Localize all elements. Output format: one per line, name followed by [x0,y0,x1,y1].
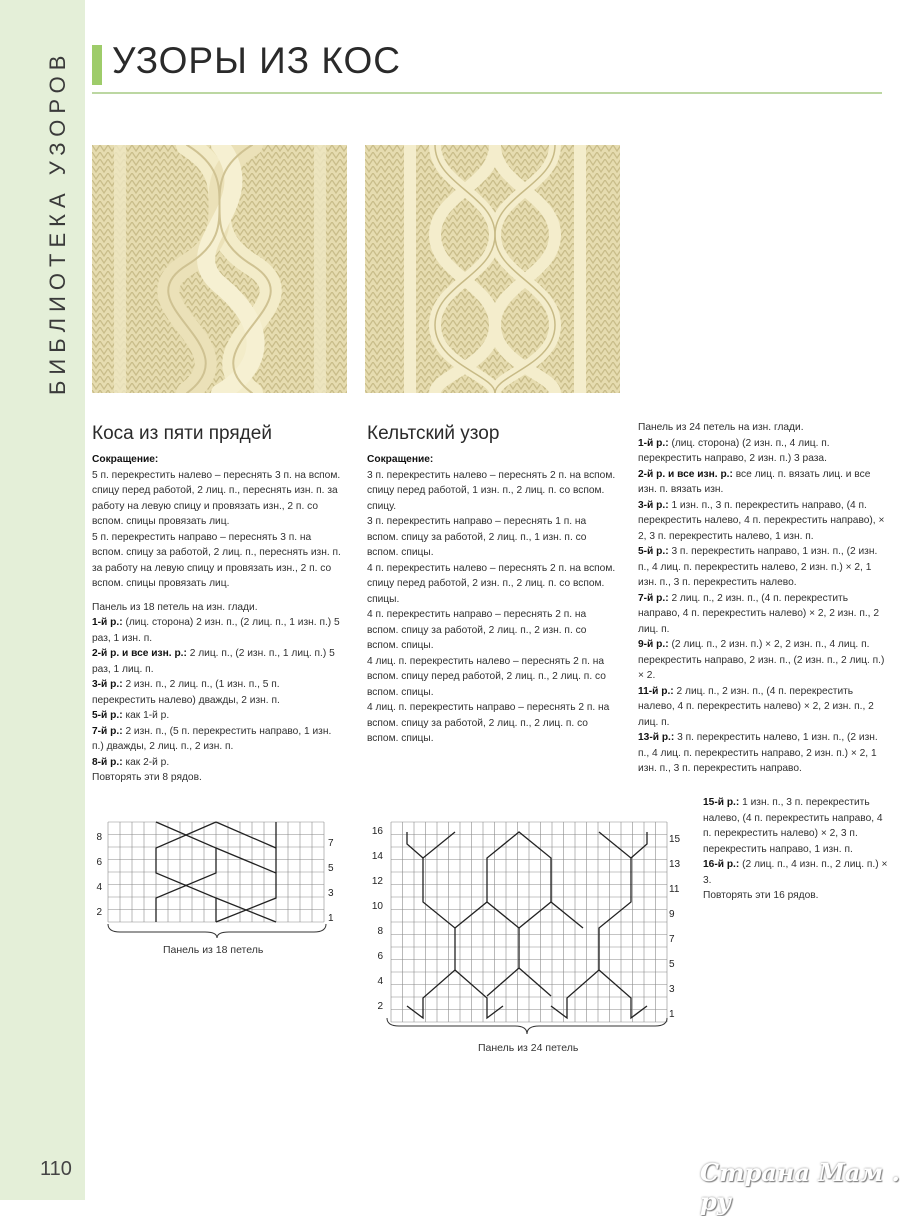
pattern1-chart-caption: Панель из 18 петель [163,944,264,956]
watermark-logo: Страна Мам . ру [700,1158,900,1216]
chart-row-label: 3 [669,984,675,995]
pattern2-chart-brace [387,1018,667,1034]
title-accent-bar [92,45,102,85]
chart-row-label: 9 [669,909,675,920]
chart-row-label: 4 [96,882,102,893]
chart-row-label: 6 [96,857,102,868]
pattern2-instructions [638,420,886,777]
pattern1-instructions [92,452,344,786]
pattern1-row: 5-й р.: как 1-й р. [92,710,170,721]
section-label: БИБЛИОТЕКА УЗОРОВ [45,49,70,395]
pattern2-row: 11-й р.: 2 лиц. п., 2 изн. п., (4 п. перекрестить налево, 4 п. перекрестить налево) × 2, 2 изн. п., 2 лиц. п. [638,685,874,728]
pattern2-abbr-item: 3 п. перекрестить направо – переснять 1 п. на вспом. спицу за работой, 2 лиц. п., 1 изн. п. со вспом. спицы. [367,516,587,558]
page-title: УЗОРЫ ИЗ КОС [112,40,401,81]
chart-row-label: 14 [371,851,383,862]
pattern1-row: 2-й р. и все изн. р.: 2 лиц. п., (2 изн. п., 1 лиц. п.) 5 раз, 1 лиц. п. [92,648,335,675]
pattern2-row: 15-й р.: 1 изн. п., 3 п. перекрестить налево, (4 п. перекрестить направо, 4 п. перекрестить налево) × 2, 3 п. перекрестить направо, 1 изн. п. [703,797,883,855]
chart-row-label: 7 [328,838,334,849]
chart-row-label: 4 [377,976,383,987]
celtic-cable-photo [365,145,620,393]
pattern2-repeat: Повторять эти 16 рядов. [703,890,819,901]
pattern2-row: 16-й р.: (2 лиц. п., 4 изн. п., 2 лиц. п.) × 3. [703,859,888,886]
pattern1-title: Коса из пяти прядей [92,423,272,444]
chart-row-label: 8 [96,832,102,843]
pattern2-abbr-item: 3 п. перекрестить налево – переснять 2 п. на вспом. спицу перед работой, 1 изн. п., 2 лиц. п. со вспом. спицу. [367,469,616,512]
chart-row-label: 5 [669,959,675,970]
chart-row-label: 1 [669,1009,675,1020]
pattern2-abbr-item: 4 п. перекрестить направо – переснять 2 п. на вспом. спицу за работой, 2 лиц. п., 2 изн. п. со вспом. спицы. [367,609,587,651]
sidebar [0,0,85,1200]
pattern2-panel-intro: Панель из 24 петель на изн. глади. [638,422,804,433]
pattern1-chart [90,818,350,944]
chart-row-label: 6 [377,951,383,962]
title-divider [92,92,882,94]
pattern2-row: 1-й р.: (лиц. сторона) (2 изн. п., 4 лиц. п. перекрестить направо, 2 изн. п.) 3 раза. [638,437,830,464]
chart-row-label: 15 [669,834,681,845]
pattern1-abbr-item: 5 п. перекрестить направо – переснять 3 п. на вспом. спицу за работой, 2 лиц. п., переснять изн. п. за работу на левую спицу и провязать изн., 2 п. со вспом. спицы провязать лиц. [92,531,341,589]
pattern2-row: 2-й р. и все изн. р.: все лиц. п. вязать лиц. и все изн. п. вязать изн. [638,468,871,495]
pattern2-abbr-item: 4 п. перекрестить налево – переснять 2 п. на вспом. спицу перед работой, 2 изн. п., 2 лиц. п. со вспом. спицы. [367,562,616,605]
chart-row-label: 10 [371,901,383,912]
pattern2-row: 9-й р.: (2 лиц. п., 2 изн. п.) × 2, 2 изн. п., 4 лиц. п. перекрестить направо, 2 изн. п., (2 изн. п., 2 лиц. п.) × 2. [638,639,885,681]
pattern1-abbr-heading: Сокращение: [92,454,159,465]
pattern1-panel-intro: Панель из 18 петель на изн. глади. [92,601,258,613]
chart-row-label: 16 [371,826,383,837]
pattern2-abbr-item: 4 лиц. п. перекрестить налево – переснять 2 п. на вспом. спицу перед работой, 2 лиц. п., 2 лиц. п. со вспом. спицы. [367,655,606,698]
pattern2-chart [365,818,695,1040]
pattern1-row: 7-й р.: 2 изн. п., (5 п. перекрестить направо, 1 изн. п.) дважды, 2 лиц. п., 2 изн. п. [92,725,332,752]
chart-row-label: 12 [371,876,383,887]
chart-row-label: 3 [328,888,334,899]
chart-row-label: 2 [377,1001,383,1012]
pattern2-row: 5-й р.: 3 п. перекрестить направо, 1 изн. п., (2 изн. п., 4 лиц. п. перекрестить налево, 2 изн. п.) × 2, 1 изн. п., 3 п. перекрестить налево. [638,546,878,588]
pattern1-row: 1-й р.: (лиц. сторона) 2 изн. п., (2 лиц. п., 1 изн. п.) 5 раз, 1 изн. п. [92,617,340,644]
pattern2-abbr-item: 4 лиц. п. перекрестить направо – переснять 2 п. на вспом. спицу за работой, 2 лиц. п., 2 лиц. п. со вспом. спицы. [367,702,610,744]
chart-row-label: 13 [669,859,681,870]
pattern2-abbreviations [367,452,619,747]
pattern2-row: 3-й р.: 1 изн. п., 3 п. перекрестить направо, (4 п. перекрестить налево, 4 п. перекрестить направо), × 2, 3 п. перекрестить налево, 1 изн. п. [638,499,885,542]
pattern1-row: 3-й р.: 2 изн. п., 2 лиц. п., (1 изн. п., 5 п. перекрестить налево) дважды, 2 изн. п. [92,679,280,706]
five-strand-braid-photo [92,145,347,393]
chart-row-label: 7 [669,934,675,945]
chart-row-label: 2 [96,907,102,918]
pattern2-instructions-end [703,795,888,904]
pattern2-chart-caption: Панель из 24 петель [478,1042,579,1054]
pattern2-row: 13-й р.: 3 п. перекрестить налево, 1 изн. п., (2 изн. п., 4 лиц. п. перекрестить направо, 2 изн. п.) × 2, 1 изн. п., 3 п. перекрестить направо. [638,732,878,774]
chart-row-label: 8 [377,926,383,937]
chart-row-label: 11 [669,884,680,895]
pattern1-row: 8-й р.: как 2-й р. [92,756,170,768]
pattern1-repeat: Повторять эти 8 рядов. [92,772,202,783]
chart-row-label: 1 [328,913,334,924]
pattern2-title: Кельтский узор [367,423,500,444]
pattern2-row: 7-й р.: 2 лиц. п., 2 изн. п., (4 п. перекрестить направо, 4 п. перекрестить налево) × 2, 2 изн. п., 2 лиц. п. [638,592,880,635]
pattern2-abbr-heading: Сокращение: [367,454,434,465]
page-number: 110 [40,1158,72,1180]
pattern1-abbr-item: 5 п. перекрестить налево – переснять 3 п. на вспом. спицу перед работой, 2 лиц. п., переснять изн. п. за работу на левую спицу и провязать изн., 2 п. со вспом. спицы провязать лиц. [92,469,341,527]
pattern1-chart-brace [108,924,326,938]
chart-row-label: 5 [328,863,334,874]
